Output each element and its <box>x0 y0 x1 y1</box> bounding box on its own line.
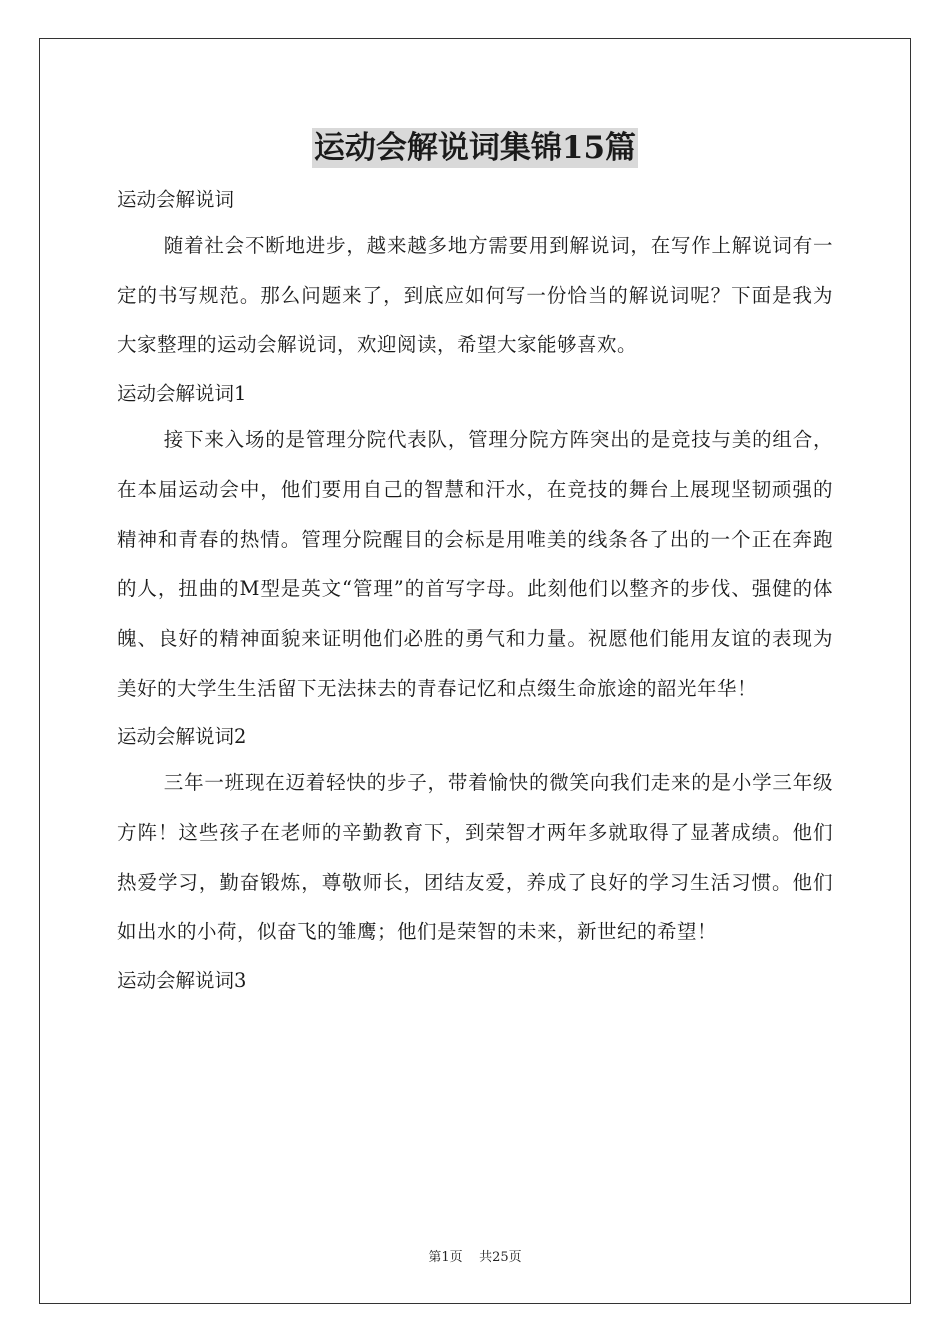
section-paragraph-1: 接下来入场的是管理分院代表队，管理分院方阵突出的是竞技与美的组合，在本届运动会中，他们要用自己的智慧和汗水，在竞技的舞台上展现坚韧顽强的精神和青春的热情。管理分院醒目的会标是用唯美的线条各了出的一个正在奔跑的人，扭曲的M型是英文“管理”的首写字母。此刻他们以整齐的步伐、强健的体魄、良好的精神面貌来证明他们必胜的勇气和力量。祝愿他们能用友谊的表现为美好的大学生生活留下无法抹去的青春记忆和点缀生命旅途的韶光年华！ <box>117 428 833 700</box>
page-number: 第1页 <box>428 1250 463 1265</box>
document-body <box>117 178 833 1002</box>
section-heading-1: 运动会解说词1 <box>117 382 247 406</box>
section-heading-intro: 运动会解说词 <box>117 188 235 211</box>
title-area <box>0 128 950 168</box>
document-title: 运动会解说词集锦15篇 <box>313 130 637 166</box>
page-total: 共25页 <box>479 1250 522 1265</box>
section-paragraph-2: 三年一班现在迈着轻快的步子，带着愉快的微笑向我们走来的是小学三年级方阵！这些孩子在老师的辛勤教育下，到荣智才两年多就取得了显著成绩。他们热爱学习，勤奋锻炼，尊敬师长，团结友爱，养成了良好的学习生活习惯。他们如出水的小荷，似奋飞的雏鹰；他们是荣智的未来，新世纪的希望！ <box>117 771 833 944</box>
section-paragraph-intro: 随着社会不断地进步，越来越多地方需要用到解说词，在写作上解说词有一定的书写规范。那么问题来了，到底应如何写一份恰当的解说词呢？下面是我为大家整理的运动会解说词，欢迎阅读，希望大家能够喜欢。 <box>117 234 833 357</box>
page-footer <box>0 1249 950 1267</box>
section-heading-2: 运动会解说词2 <box>117 725 247 749</box>
section-heading-3: 运动会解说词3 <box>117 969 247 993</box>
